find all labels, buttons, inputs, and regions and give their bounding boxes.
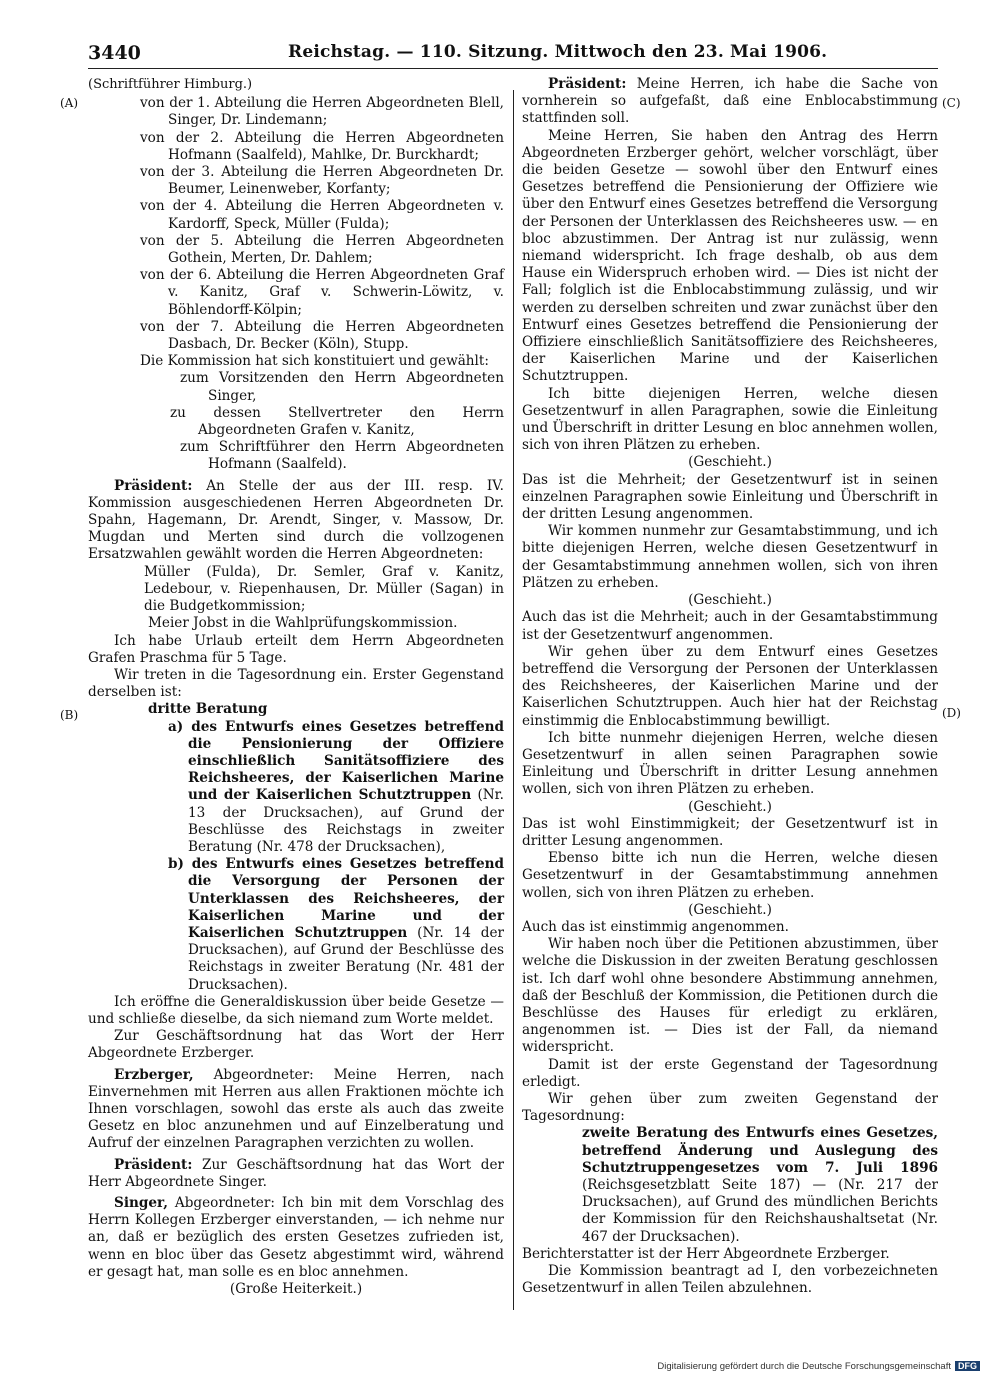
paragraph: Die Kommission hat sich konstituiert und gewählt:: [140, 353, 489, 370]
paragraph: Meine Herren, Sie haben den Antrag des Herrn Abgeordneten Erzberger gehört, welcher vorschlägt, über die beiden Gesetze — sowohl über den Entwurf eines Gesetzes betreffend die Pensionierung der Offiziere wie über den Entwurf eines Gesetzes betreffend die Versorgung der Personen der Unterklassen des Reichsheeres usw. — en bloc abzustimmen. Der Antrag ist nur zulässig, wenn niemand widerspricht. Ich frage deshalb, ob aus dem Hause ein Widerspruch erhoben wird. — Dies ist nicht der Fall; folglich ist die Enblocabstimmung zulässig, und wir werden zu derselben schreiten und zwar zunächst über den Entwurf eines Gesetzes betreffend die Pensionierung der Offiziere einschließlich Sanitätsoffiziere des Reichsheeres, der Kaiserlichen Marine und der Kaiserlichen Schutztruppen.: [522, 127, 938, 385]
margin-mark-a: (A): [60, 96, 79, 110]
page-header: [88, 38, 938, 66]
secretary-note: (Schriftführer Himburg.): [88, 77, 253, 92]
right-column: [522, 76, 938, 1297]
stage-direction: (Geschieht.): [688, 454, 772, 471]
paragraph: Wir gehen über zum zweiten Gegenstand der Tagesordnung:: [522, 1090, 938, 1125]
stage-direction: (Geschieht.): [688, 592, 772, 609]
paragraph: zu dessen Stellvertreter den Herrn Abgeordneten Grafen v. Kanitz,: [170, 404, 504, 439]
commission-entry: von der 7. Abteilung die Herren Abgeordneten Dasbach, Dr. Becker (Köln), Stupp.: [140, 318, 504, 353]
speaker-name: Präsident:: [114, 477, 193, 494]
paragraph: Das ist wohl Einstimmigkeit; der Gesetzentwurf ist in dritter Lesung angenommen.: [522, 815, 938, 849]
paragraph: Das ist die Mehrheit; der Gesetzentwurf ist in seinen einzelnen Paragraphen sowie Einleitung und Überschrift in der dritten Lesung angenommen.: [522, 471, 938, 523]
agenda-item-a: a) des Entwurfs eines Gesetzes betreffend die Pensionierung der Offiziere einschließlich Sanitätsoffiziere des Reichsheeres, der Kaiserlichen Marine und der Kaiserlichen Schutztruppen (Nr. 13 der Drucksachen), auf Grund der Beschlüsse des Reichstags in zweiter Beratung (Nr. 478 der Drucksachen),: [168, 718, 504, 855]
paragraph: Ich bitte diejenigen Herren, welche diesen Gesetzentwurf in allen Paragraphen, sowie die Einleitung und Überschrift in dritter Lesung en bloc annehmen wollen, sich von ihren Plätzen zu erheben.: [522, 385, 938, 454]
header-rule: [88, 68, 938, 69]
agenda-item-b: b) des Entwurfs eines Gesetzes betreffend die Versorgung der Personen der Unterklassen des Reichsheeres, der Kaiserlichen Marine und der Kaiserlichen Schutztruppen (Nr. 14 der Drucksachen), auf Grund der Beschlüsse des Reichstags in zweiter Beratung (Nr. 481 der Drucksachen).: [168, 856, 505, 993]
left-column: [88, 76, 504, 1298]
paragraph: Damit ist der erste Gegenstand der Tagesordnung erledigt.: [522, 1056, 938, 1090]
paragraph: Auch das ist einstimmig angenommen.: [522, 918, 790, 935]
paragraph: Wir haben noch über die Petitionen abzustimmen, über welche die Diskussion in der zweiten Beratung geschlossen ist. Ich darf wohl ohne besondere Abstimmung annehmen, daß der Beschluß der Kommission, die Petitionen durch die Beschlüsse des Hauses für erledigt zu erklären, angenommen ist. — Dies ist der Fall, da niemand widerspricht.: [522, 936, 938, 1056]
commission-entry: von der 6. Abteilung die Herren Abgeordneten Graf v. Kanitz, Graf v. Schwerin-Löwitz, v. Böhlendorff-Kölpin;: [140, 267, 504, 318]
commission-entry: von der 4. Abteilung die Herren Abgeordneten v. Kardorff, Speck, Müller (Fulda);: [140, 198, 504, 232]
column-divider: [513, 90, 514, 1310]
commission-entry: von der 5. Abteilung die Herren Abgeordneten Gothein, Merten, Dr. Dahlem;: [140, 232, 504, 267]
speaker-name: Präsident:: [114, 1156, 193, 1173]
commission-entry: von der 1. Abteilung die Herren Abgeordneten Blell, Singer, Dr. Lindemann;: [140, 95, 504, 129]
paragraph: Ich bitte nunmehr diejenigen Herren, welche diesen Gesetzentwurf in allen seinen Paragraphen sowie Einleitung und Überschrift in dritter Lesung annehmen wollen, sich von ihren Plätzen zu erheben.: [522, 729, 938, 798]
speech-paragraph: Erzberger, Abgeordneter: Meine Herren, nach Einvernehmen mit Herren aus allen Fraktionen möchte ich Ihnen vorschlagen, sowohl das erste als auch das zweite Gesetz en bloc anzunehmen und auf Einzelberatung und Aufruf der einzelnen Paragraphen verzichten zu wollen.: [88, 1066, 504, 1152]
paragraph: Ich eröffne die Generaldiskussion über beide Gesetze — und schließe dieselbe, da sich niemand zum Worte meldet.: [88, 993, 504, 1027]
speaker-name: Präsident:: [548, 76, 627, 92]
speech-paragraph: Singer, Abgeordneter: Ich bin mit dem Vorschlag des Herrn Kollegen Erzberger einverstanden, — ich nehme nur an, daß er bezüglich des ersten Gesetzes zufrieden ist, wenn en bloc über das Gesetz abgestimmt wird, während er gesagt hat, man solle es en bloc annehmen.: [88, 1195, 504, 1280]
paragraph: Ich habe Urlaub erteilt dem Herrn Abgeordneten Grafen Praschma für 5 Tage.: [88, 632, 504, 666]
speech-paragraph: Präsident: An Stelle der aus der III. resp. IV. Kommission ausgeschiedenen Herren Abgeordneten Dr. Spahn, Hagemann, Dr. Arendt, Singer, v. Massow, Dr. Mugdan und Merten sind durch die vollzogenen Ersatzwahlen gewählt worden die Herren Abgeordneten:: [88, 477, 504, 563]
paragraph: zum Vorsitzenden den Herrn Abgeordneten Singer,: [180, 370, 504, 404]
footer-text: Digitalisierung gefördert durch die Deutsche Forschungsgemeinschaft: [657, 1361, 951, 1372]
paragraph: Zur Geschäftsordnung hat das Wort der Herr Abgeordnete Erzberger.: [88, 1028, 504, 1062]
paragraph: Berichterstatter ist der Herr Abgeordnete Erzberger.: [522, 1245, 890, 1262]
speaker-name: Erzberger,: [114, 1066, 194, 1083]
paragraph: Auch das ist die Mehrheit; auch in der Gesamtabstimmung ist der Gesetzentwurf angenommen.: [522, 609, 938, 643]
paragraph: Die Kommission beantragt ad I, den vorbezeichneten Gesetzentwurf in allen Teilen abzulehnen.: [522, 1263, 938, 1297]
paragraph: Wir kommen nunmehr zur Gesamtabstimmung, und ich bitte diejenigen Herren, welche diesen Gesetzentwurf in der Gesamtabstimmung annehmen wollen, sich von ihren Plätzen zu erheben.: [522, 523, 938, 591]
footer: [600, 1361, 980, 1372]
dfg-logo: DFG: [955, 1361, 980, 1371]
margin-mark-b: (B): [60, 708, 79, 722]
commission-entry: von der 2. Abteilung die Herren Abgeordneten Hofmann (Saalfeld), Mahlke, Dr. Burckhardt;: [140, 129, 504, 163]
paragraph: Ebenso bitte ich nun die Herren, welche diesen Gesetzentwurf in der Gesamtabstimmung annehmen wollen, sich von ihren Plätzen zu erheben.: [522, 850, 938, 901]
paragraph: Wir gehen über zu dem Entwurf eines Gesetzes betreffend die Versorgung der Personen der Unterklassen des Reichsheeres, der Kaiserlichen Marine und der Kaiserlichen Schutztruppen. Auch hier hat der Reichstag einstimmig die Enblocabstimmung bewilligt.: [522, 643, 938, 729]
agenda-heading: dritte Beratung: [148, 701, 268, 718]
margin-mark-c: (C): [942, 96, 961, 110]
margin-mark-d: (D): [942, 706, 961, 720]
paragraph: zum Schriftführer den Herrn Abgeordneten Hofmann (Saalfeld).: [180, 439, 504, 473]
stage-direction: (Große Heiterkeit.): [229, 1281, 363, 1298]
agenda-item: zweite Beratung des Entwurfs eines Gesetzes, betreffend Änderung und Auslegung des Schutztruppengesetzes vom 7. Juli 1896 (Reichsgesetzblatt Seite 187) — (Nr. 217 der Drucksachen), auf Grund des mündlichen Berichts der Kommission für den Reichshaushaltsetat (Nr. 467 der Drucksachen).: [582, 1125, 938, 1245]
paragraph: Meier Jobst in die Wahlprüfungskommission.: [148, 615, 458, 632]
stage-direction: (Geschieht.): [688, 798, 772, 815]
speech-paragraph: Präsident: Zur Geschäftsordnung hat das Wort der Herr Abgeordnete Singer.: [88, 1156, 504, 1190]
page-number: 3440: [88, 42, 141, 64]
speaker-name: Singer,: [114, 1195, 168, 1211]
speech-paragraph: Präsident: Meine Herren, ich habe die Sache von vornherein so aufgefaßt, daß eine Enblocabstimmung stattfinden soll.: [522, 76, 938, 127]
stage-direction: (Geschieht.): [688, 901, 772, 918]
running-title: Reichstag. — 110. Sitzung. Mittwoch den 23. Mai 1906.: [288, 42, 828, 62]
paragraph: Wir treten in die Tagesordnung ein. Erster Gegenstand derselben ist:: [88, 666, 504, 701]
paragraph: Müller (Fulda), Dr. Semler, Graf v. Kanitz, Ledebour, v. Riepenhausen, Dr. Müller (Sagan) in die Budgetkommission;: [144, 563, 504, 615]
commission-entry: von der 3. Abteilung die Herren Abgeordneten Dr. Beumer, Leinenweber, Korfanty;: [140, 164, 504, 198]
